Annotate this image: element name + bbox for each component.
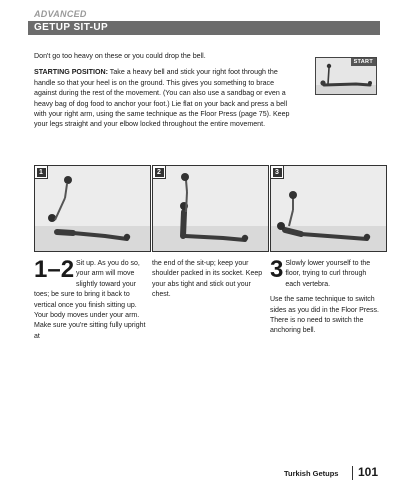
step-1-figure-illustration [35,166,151,252]
footer-divider [352,466,353,480]
page-number: 101 [358,465,379,479]
step-3-text: Slowly lower yourself to the floor, trying to curl through each vertebra. [285,260,371,288]
section-label: ADVANCED [34,9,87,19]
instruction-column-1 [34,256,146,347]
step-1-2-text: Sit up. As you do so, your arm will move slightly toward your toes; be sure to bring it back to vertical once you finish sitting up. Your body moves under your arm. Make sure you're sitting fully upright at [34,260,146,340]
intro-paragraph-1: Don't go too heavy on these or you could drop the bell. [34,52,206,60]
start-position-photo [315,57,377,95]
switch-sides-text: Use the same technique to switch sides as you did in the Floor Press. There is no need to switch the anchoring bell. [270,296,379,335]
step-3-badge: 3 [271,166,284,179]
step-1-2-continued-text: the end of the sit-up; keep your shoulder packed in its socket. Keep your abs tight and stick out your chest. [152,260,263,299]
step-2-photo [152,165,269,252]
step-3-instruction [270,256,382,290]
step-3-number: 3 [270,256,284,283]
step-2-figure-illustration [153,166,269,252]
step-3-photo [270,165,387,252]
chapter-name: Turkish Getups [284,469,339,478]
instruction-column-3 [270,256,382,342]
step-1-2-instruction [34,256,146,342]
step-3-figure-illustration [271,166,387,252]
step-1-badge: 1 [35,166,48,179]
page-title: GETUP SIT-UP [28,21,380,35]
starting-position-label: STARTING POSITION: [34,68,108,77]
instruction-column-2 [152,259,264,306]
step-1-2-number: 1–2 [34,256,75,283]
intro-paragraph-2 [34,67,296,129]
intro-text [34,51,296,136]
starting-position-text: Take a heavy bell and stick your right foot through the handle so that your heel is on the ground. This gives you something to brace against during the rest of the movement. (You can also use a sandbag or even a heavy bag of dog food to anchor your foot.) Lie flat on your back and press a bell with your right arm, using the same technique as the Floor Press (page 75). Keep your legs straight and your elbow locked throughout the entire movement. [34,68,290,129]
step-1-photo [34,165,151,252]
start-tag: START [351,58,376,66]
step-2-badge: 2 [153,166,166,179]
